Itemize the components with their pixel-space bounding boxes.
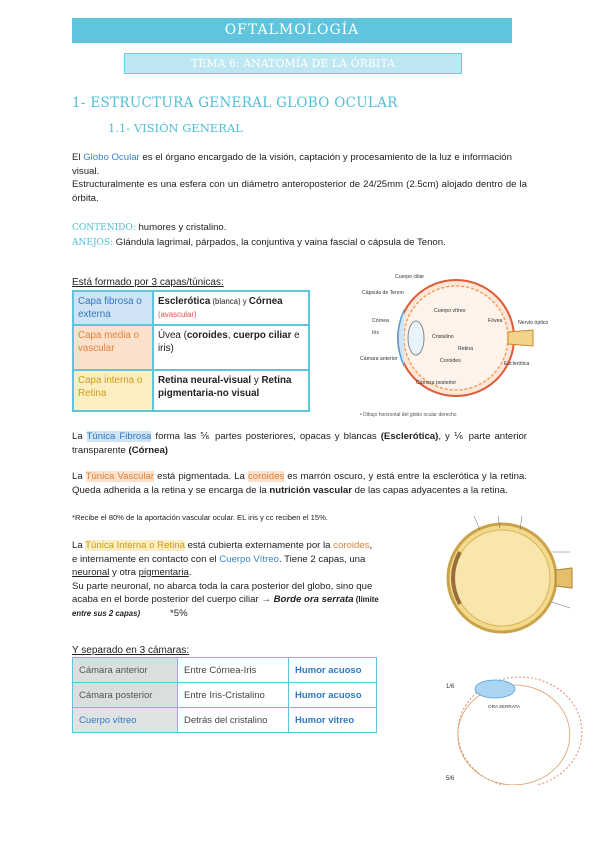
contenido-label: CONTENIDO: — [72, 223, 136, 233]
layer-interna: Capa interna o Retina — [73, 370, 153, 411]
capas-heading: Está formado por 3 capas/túnicas: — [72, 277, 224, 288]
table-row — [73, 658, 377, 683]
fig3-label: ORA SERRATA — [488, 704, 520, 709]
fig1-label: Cámara posterior — [416, 380, 457, 386]
chamber-location: Detrás del cristalino — [178, 708, 289, 733]
cuerpo-vitreo-term: Cuerpo Vítreo — [219, 553, 279, 565]
vascular-paragraph: La Túnica Vascular está pigmentada. La coroides es marrón oscuro, y está entre la esclerótica y la retina. Queda adherida a la retina y se encarga de la nutrición vascular de las capas adyacentes a la retina. — [72, 471, 527, 496]
anejos-label: ANEJOS: — [72, 238, 114, 248]
intro-paragraph — [72, 151, 527, 205]
fig3-label: 1/6 — [446, 684, 455, 690]
layer-vascular-desc: Úvea (coroides, cuerpo ciliar e iris) — [153, 325, 309, 370]
table-row — [73, 708, 377, 733]
table-row — [73, 370, 309, 411]
table-row — [73, 291, 309, 325]
chamber-name: Cuerpo vítreo — [73, 708, 178, 733]
fig1-label: Fóvea — [488, 318, 503, 324]
fig1-caption: • Dibujo horizontal del globo ocular derecho — [360, 412, 457, 418]
coroides-term: coroides — [247, 471, 285, 482]
lens-ellipse — [475, 680, 515, 698]
fig3-label: 5/6 — [446, 776, 455, 782]
fig1-label: Córnea — [372, 318, 390, 324]
page-title-banner — [72, 18, 512, 43]
fig1-label: Cuerpo vítreo — [434, 308, 466, 314]
camaras-heading: Y separado en 3 cámaras: — [72, 645, 190, 656]
layer-interna-desc: Retina neural-visual y Retina pigmentaria-no visual — [153, 370, 309, 411]
fig1-label: Cámara anterior — [360, 356, 398, 362]
table-row — [73, 325, 309, 370]
camaras-table — [72, 657, 377, 733]
optic-nerve — [556, 568, 572, 588]
cornea-shape — [398, 310, 404, 366]
fibrosa-paragraph: La Túnica Fibrosa forma las ⅚ partes posteriores, opacas y blancas (Esclerótica), y ⅙ parte anterior transparente (Córnea) — [72, 431, 527, 456]
intro-line-1: El Globo Ocular es el órgano encargado de la visión, captación y procesamiento de la luz e información visual. — [72, 152, 512, 177]
fig1-label: Retina — [458, 346, 473, 352]
ora-serrata-figure — [440, 660, 590, 785]
retina-outline — [458, 685, 570, 785]
chamber-location: Entre Iris-Cristalino — [178, 683, 289, 708]
interna-paragraph: La Túnica Interna o Retina está cubierta externamente por la coroides, e internamente en contacto con el Cuerpo Vítreo. Tiene 2 capas, una neuronal y otra pigmentaria. Su parte neuronal, no abarca toda la cara posterior del globo, sino que acaba en el borde posterior del cuerpo ciliar → Borde ora serrata (límite entre sus 2 capas) *5% — [72, 540, 379, 619]
fig1-label: Cristalino — [432, 334, 454, 340]
topic-title: TEMA 6: ANATOMÍA DE LA ÓRBITA — [190, 57, 396, 70]
chamber-name: Cámara posterior — [73, 683, 178, 708]
tunica-interna-term: Túnica Interna o Retina — [85, 540, 185, 551]
chamber-content: Humor acuoso — [289, 683, 377, 708]
tunica-vascular-term: Túnica Vascular — [85, 471, 155, 482]
page-title: OFTALMOLOGÍA — [224, 22, 360, 38]
fig1-label: Cuerpo ciliar — [395, 274, 425, 280]
fig1-label: Iris — [372, 330, 379, 336]
globe-outline — [458, 677, 582, 785]
intro-line-2: Estructuralmente es una esfera con un diámetro anteroposterior de 24/25mm (2.5cm) alojado dentro de la órbita. — [72, 179, 527, 204]
eye-diagram-figure — [358, 270, 550, 420]
chamber-content: Humor vítreo — [289, 708, 377, 733]
fig1-label: Nervio óptico — [518, 320, 549, 326]
lens-shape — [408, 321, 424, 355]
section-heading: 1- ESTRUCTURA GENERAL GLOBO OCULAR — [72, 95, 398, 111]
fig1-label: Coroides — [440, 358, 461, 364]
fig1-label: Esclerótica — [504, 361, 530, 367]
subsection-heading: 1.1- VISIÓN GENERAL — [108, 121, 243, 135]
chamber-location: Entre Córnea-Iris — [178, 658, 289, 683]
layer-vascular: Capa media o vascular — [73, 325, 153, 370]
globo-ocular-term: Globo Ocular — [83, 152, 140, 163]
topic-banner — [124, 53, 462, 74]
chamber-name: Cámara anterior — [73, 658, 178, 683]
capas-table — [72, 290, 310, 412]
chamber-content: Humor acuoso — [289, 658, 377, 683]
contenido-line: CONTENIDO: humores y cristalino. — [72, 222, 227, 233]
retina-layer — [454, 530, 550, 626]
optic-nerve-shape — [508, 330, 533, 346]
anejos-line: ANEJOS: Glándula lagrimal, párpados, la conjuntiva y vaina fascial o cápsula de Tenon. — [72, 237, 446, 248]
layer-fibrosa-desc: Esclerótica (blanca) y Córnea (avascular) — [153, 291, 309, 325]
retina-figure — [440, 512, 575, 642]
vascular-note: *Recibe el 80% de la aportación vascular ocular. EL iris y cc reciben el 15%. — [72, 513, 328, 522]
layer-fibrosa: Capa fibrosa o externa — [73, 291, 153, 325]
table-row — [73, 683, 377, 708]
fig1-label: Cápsula de Tenon — [362, 290, 404, 296]
tunica-fibrosa-term: Túnica Fibrosa — [86, 431, 152, 442]
